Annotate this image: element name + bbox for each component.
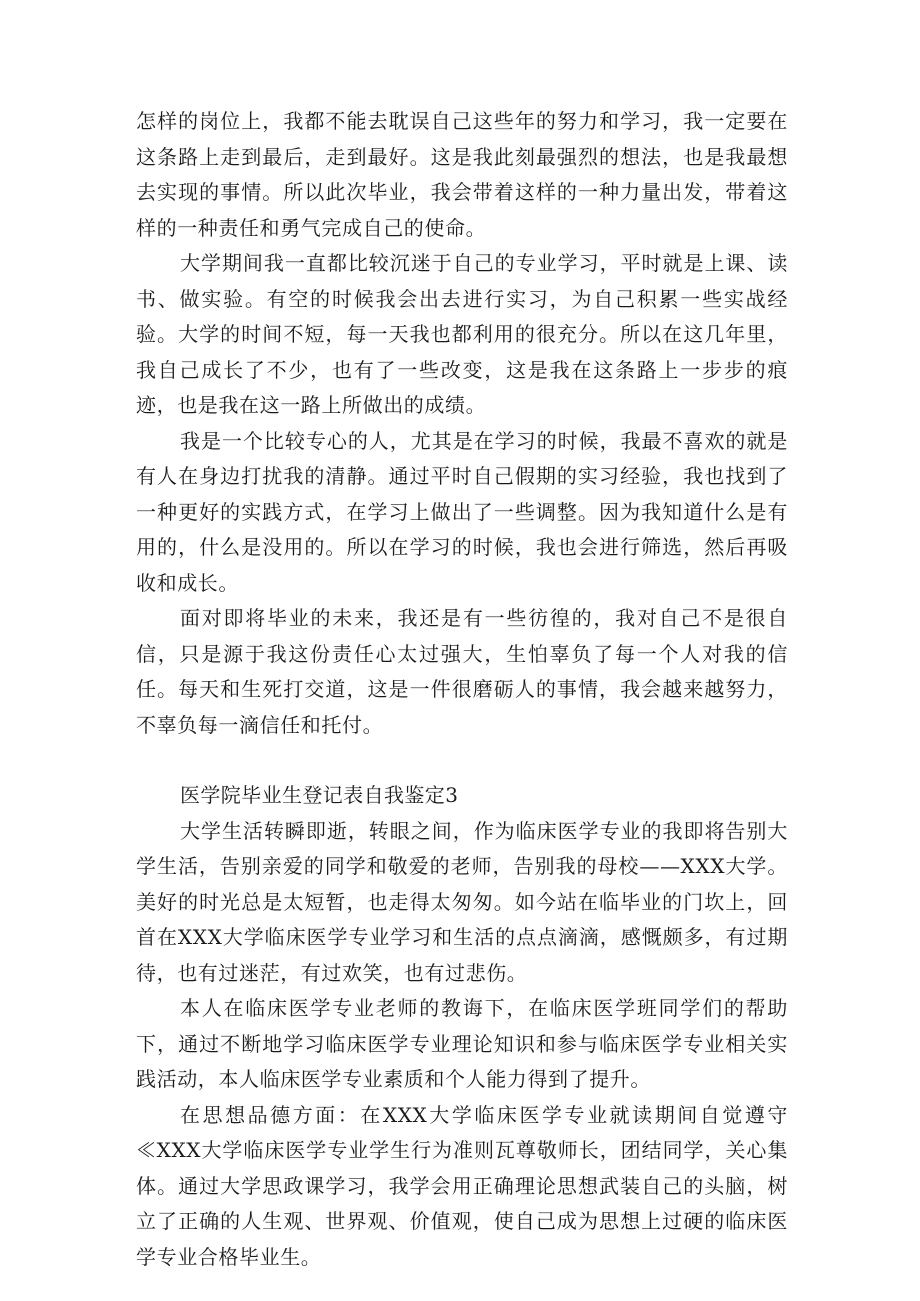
section-spacer [136, 743, 788, 778]
paragraph: 面对即将毕业的未来，我还是有一些彷徨的，我对自己不是很自信，只是源于我这份责任心太过强大，生怕辜负了每一个人对我的信任。每天和生死打交道，这是一件很磨砺人的事情，我会越来越努力，不辜负每一滴信任和托付。 [136, 606, 788, 737]
paragraph: 怎样的岗位上，我都不能去耽误自己这些年的努力和学习，我一定要在这条路上走到最后，走到最好。这是我此刻最强烈的想法，也是我最想去实现的事情。所以此次毕业，我会带着这样的一种力量出发，带着这样的一种责任和勇气完成自己的使命。 [136, 109, 788, 240]
paragraph: 大学期间我一直都比较沉迷于自己的专业学习，平时就是上课、读书、做实验。有空的时候我会出去进行实习，为自己积累一些实战经验。大学的时间不短，每一天我也都利用的很充分。所以在这几年里，我自己成长了不少，也有了一些改变，这是我在这条路上一步步的痕迹，也是我在这一路上所做出的成绩。 [136, 251, 788, 417]
paragraph: 我是一个比较专心的人，尤其是在学习的时候，我最不喜欢的就是有人在身边打扰我的清静。通过平时自己假期的实习经验，我也找到了一种更好的实践方式，在学习上做出了一些调整。因为我知道什么是有用的，什么是没用的。所以在学习的时候，我也会进行筛选，然后再吸收和成长。 [136, 428, 788, 595]
paragraph: 本人在临床医学专业老师的教诲下，在临床医学班同学们的帮助下，通过不断地学习临床医学专业理论知识和参与临床医学专业相关实践活动，本人临床医学专业素质和个人能力得到了提升。 [136, 996, 788, 1091]
document-body [136, 104, 788, 1275]
paragraph: 在思想品德方面：在XXX大学临床医学专业就读期间自觉遵守≪XXX大学临床医学专业学生行为准则瓦尊敬师长，团结同学，关心集体。通过大学思政课学习，我学会用正确理论思想武装自己的头脑，树立了正确的人生观、世界观、价值观，使自己成为思想上过硬的临床医学专业合格毕业生。 [136, 1102, 788, 1269]
paragraph: 大学生活转瞬即逝，转眼之间，作为临床医学专业的我即将告别大学生活，告别亲爱的同学和敬爱的老师，告别我的母校——XXX大学。美好的时光总是太短暂，也走得太匆匆。如今站在临毕业的门坎上，回首在XXX大学临床医学专业学习和生活的点点滴滴，感慨颇多，有过期待，也有过迷茫，有过欢笑，也有过悲伤。 [136, 818, 788, 985]
section-title: 医学院毕业生登记表自我鉴定3 [180, 783, 459, 807]
